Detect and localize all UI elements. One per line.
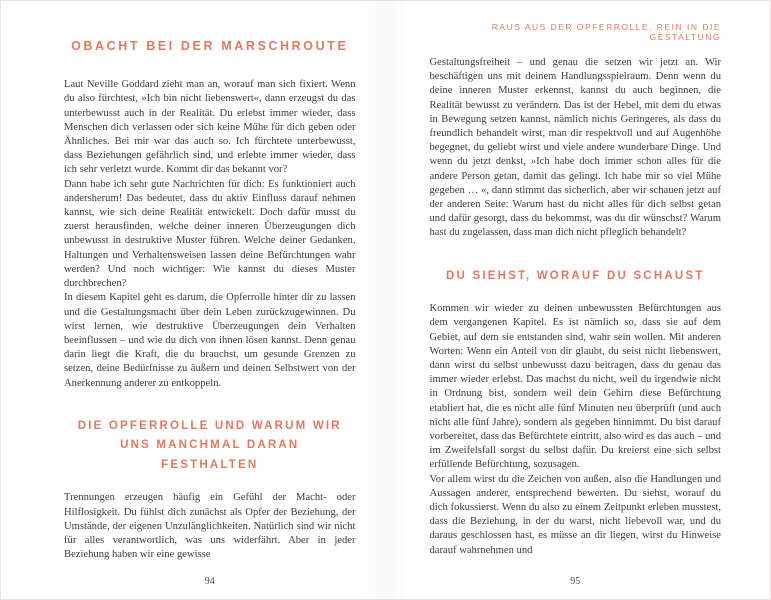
- page-number-right: 95: [570, 576, 581, 587]
- section-heading: DU SIEHST, WORAUF DU SCHAUST: [446, 269, 705, 282]
- running-head: RAUS AUS DER OPFERROLLE, REIN IN DIE GESTALTUNG: [491, 22, 721, 42]
- body-paragraph: Dann habe ich sehr gute Nachrichten für dich: Es funktioniert auch andersherum! Das bedeutet, dass du aktiv Einfluss darauf nehmen kannst, wie sich deine Realität entwickelt. Doch dafür musst du zuerst herausfinden, welche deiner inneren Überzeugungen dich unbewusst in destruktive Muster führen. Welche deiner Gedanken, Haltungen und Verhaltensweisen lassen deine Befürchtungen wahr werden? Und noch wichtiger: Wie kannst du dieses Muster durchbrechen?: [64, 178, 356, 290]
- page-number-left: 94: [204, 576, 215, 587]
- body-paragraph: Kommen wir wieder zu deinen unbewussten Befürchtungen aus dem vergangenen Kapitel. Es ist nämlich so, dass sie auf dem Gebiet, auf dem sie entstanden sind, wahr sein wollen. Mit anderen Worten: Wenn ein Anteil von dir glaubt, du seist nicht liebenswert, dann wirst du selbst unbewusst dazu beitragen, dass du genau das immer wieder erlebst. Das machst du nicht, weil du irgendwie nicht in Ordnung bist, sondern weil dein Gehirn diese Befürchtung etabliert hat, die es nicht alle fünf Minuten neu überprüft (und auch nicht alle fünf Jahre), sondern als gegeben hinnimmt. Du bist darauf vorbereitet, dass das Befürchtete eintritt, also wird es das auch – und im Zweifelsfall sorgst du selbst dafür. Du kreierst eine sich selbst erfüllende Befürchtung, sozusagen.: [429, 303, 721, 471]
- body-paragraph: Laut Neville Goddard zieht man an, worauf man sich fixiert. Wenn du also fürchtest, »Ich bin nicht liebenswert«, dann erzeugst du das unterbewusst auch in der Realität. Du erlebst immer wieder, dass Menschen dich verlassen oder sich keine Mühe für dich geben oder Ähnliches. Bei mir war das auch so. Ich fürchtete unterbewusst, dass Beziehungen gefährlich sind, und erlebte immer wieder, dass ich sehr verletzt wurde. Kommt dir das bekannt vor?: [64, 79, 356, 176]
- body-paragraph: Gestaltungsfreiheit – und genau die setzen wir jetzt an. Wir beschäftigen uns mit deinem Handlungsspielraum. Denn wenn du deine inneren Muster erkennst, kannst du auch beginnen, die Realität bewusst zu verändern. Das ist der Hebel, mit dem du etwas in Bewegung setzen kannst, nämlich nichts Geringeres, als dass du freundlich behandelt wirst, man dir respektvoll und auf Augenhöhe begegnet, du geliebt wirst und viele andere wunderbare Dinge. Und wenn du jetzt denkst, »Ich habe doch immer schon alles für die andere Person getan, damit das gelingt. Ich habe mir so viel Mühe gegeben … «, dann stimmt das sicherlich, aber wir schauen jetzt auf der anderen Seite: Warum hast du nicht alles für dich selbst getan und dafür gesorgt, dass du bekommst, was du dir wünschst? Warum hast du zugelassen, dass man dich nicht pfleglich behandelt?: [429, 57, 721, 239]
- body-paragraph: Trennungen erzeugen häufig ein Gefühl der Macht- oder Hilflosigkeit. Du fühlst dich zunächst als Opfer der Beziehung, der Umstände, der eigenen Unzulänglichkeiten. Natürlich sind wir nicht für alles verantwortlich, was uns widerfährt. Aber in jeder Beziehung haben wir eine gewisse: [64, 492, 356, 561]
- chapter-heading: OBACHT BEI DER MARSCHROUTE: [71, 39, 349, 53]
- body-paragraph: In diesem Kapitel geht es darum, die Opferrolle hinter dir zu lassen und die Gestaltungsmacht über dein Leben zurückzugewinnen. Du wirst lernen, wie destruktive Überzeugungen dein Verhalten beeinflussen – und wie du dich von ihnen lösen kannst. Denn genau darin liegt die Kraft, die du brauchst, um gesunde Grenzen zu setzen, deine Bedürfnisse zu äußern und deinen Selbstwert von der Anerkennung anderer zu entkoppeln.: [64, 292, 356, 389]
- page-right: [386, 0, 771, 600]
- body-paragraph: Vor allem wirst du die Zeichen von außen, also die Handlungen und Aussagen anderer, entsprechend bewerten. Du siehst, worauf du dich fokussierst. Wenn du also zu einem Zeitpunkt erleben musstest, dass die Beziehung, in der du warst, nicht liebevoll war, und du daraus geschlossen hast, es müsse an dir liegen, wirst du Hinweise darauf wahrnehmen und: [429, 473, 721, 556]
- section-heading: DIE OPFERROLLE UND WARUM WIR UNS MANCHMAL DARAN FESTHALTEN: [77, 419, 342, 471]
